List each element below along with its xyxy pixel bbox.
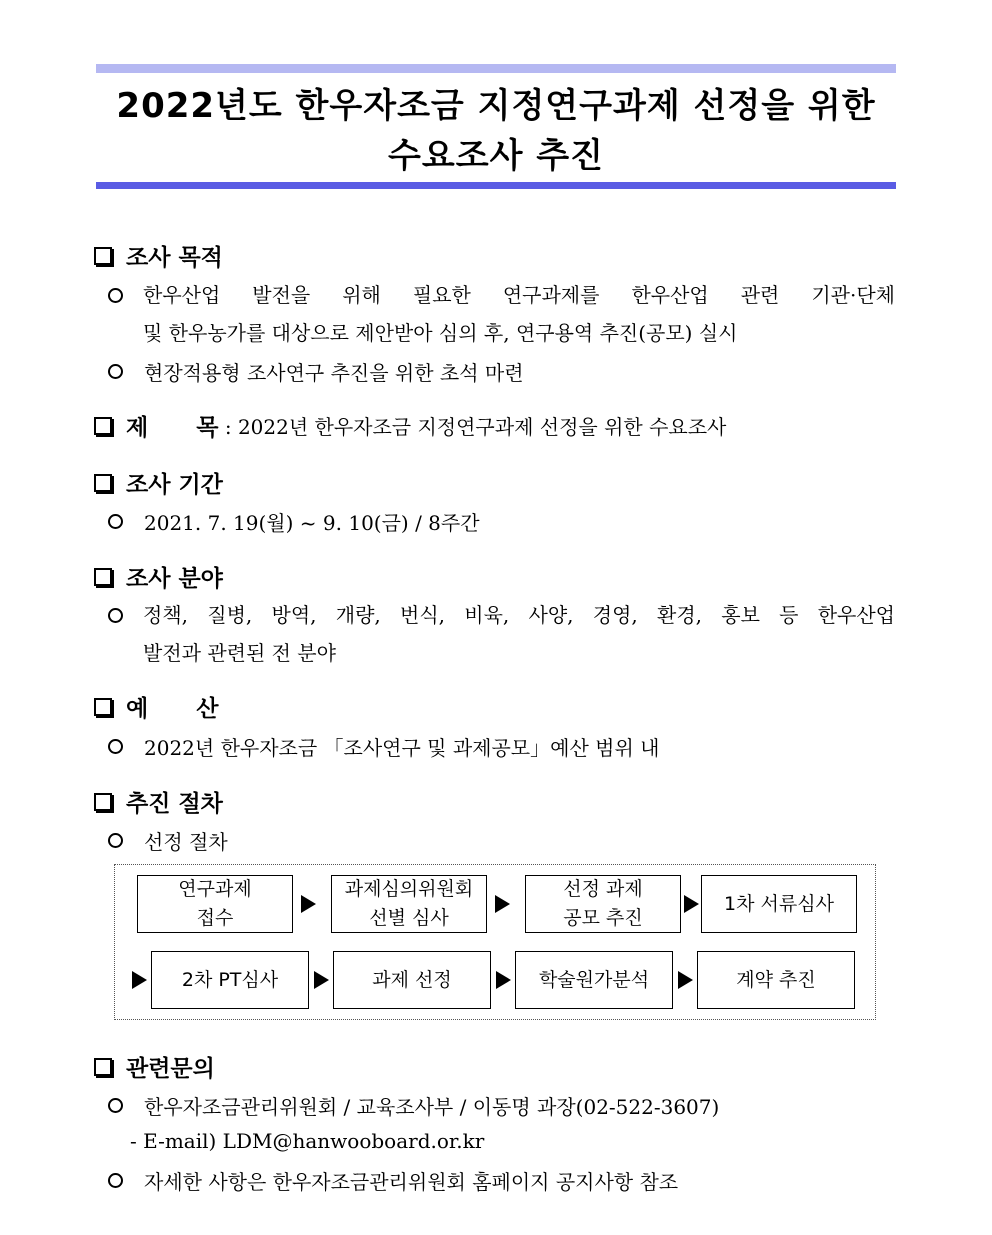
checkbox-square-icon	[94, 247, 112, 265]
field-bullet-line2: 발전과 관련된 전 분야	[143, 641, 336, 665]
section-heading-label: 제 목	[126, 414, 219, 441]
page-title-line1: 2022년도 한우자조금 지정연구과제 선정을 위한	[116, 86, 876, 126]
subject-value: : 2022년 한우자조금 지정연구과제 선정을 위한 수요조사	[218, 415, 727, 439]
arrow-right-icon	[678, 971, 693, 989]
circle-bullet-icon	[108, 833, 123, 848]
page-title-line2: 수요조사 추진	[388, 136, 604, 176]
contact-bullet-1	[108, 1091, 719, 1120]
flow-step-8: 계약 추진	[697, 951, 855, 1009]
checkbox-square-icon	[94, 474, 112, 492]
purpose-bullet-1	[108, 281, 144, 303]
purpose-bullet-1-line2: 및 한우농가를 대상으로 제안받아 심의 후, 연구용역 추진(공모) 실시	[143, 321, 738, 345]
circle-bullet-icon	[108, 288, 123, 303]
section-heading-label: 관련문의	[126, 1055, 215, 1082]
arrow-right-icon	[301, 895, 316, 913]
purpose-bullet-1-line1: 한우산업 발전을 위해 필요한 연구과제를 한우산업 관련 기관·단체	[143, 283, 895, 307]
flow-step-3: 선정 과제 공모 추진	[525, 875, 681, 933]
section-heading-label: 조사 기간	[126, 471, 223, 498]
section-heading-label: 추진 절차	[126, 790, 223, 817]
section-subject-heading	[94, 409, 726, 442]
flow-step-1: 연구과제 접수	[137, 875, 293, 933]
section-period-heading	[94, 466, 223, 499]
period-bullet	[108, 507, 480, 536]
purpose-bullet-2	[108, 357, 524, 386]
checkbox-square-icon	[94, 1058, 112, 1076]
budget-bullet	[108, 732, 659, 761]
contact-bullet-2	[108, 1166, 678, 1195]
checkbox-square-icon	[94, 417, 112, 435]
contact-bullet-2-text: 자세한 사항은 한우자조금관리위원회 홈페이지 공지사항 참조	[144, 1170, 679, 1194]
procedure-bullet-text: 선정 절차	[144, 830, 228, 854]
checkbox-square-icon	[94, 568, 112, 586]
arrow-right-icon	[496, 971, 511, 989]
field-bullet-line1: 정책, 질병, 방역, 개량, 번식, 비육, 사양, 경영, 환경, 홍보 등 한우산업	[143, 603, 895, 627]
checkbox-square-icon	[94, 698, 112, 716]
section-heading-label: 조사 분야	[126, 565, 223, 592]
flow-step-4: 1차 서류심사	[701, 875, 857, 933]
title-top-bar	[96, 64, 896, 73]
circle-bullet-icon	[108, 1173, 123, 1188]
procedure-bullet	[108, 826, 228, 855]
circle-bullet-icon	[108, 739, 123, 754]
purpose-bullet-2-text: 현장적용형 조사연구 추진을 위한 초석 마련	[144, 361, 524, 385]
section-procedure-heading	[94, 785, 223, 818]
circle-bullet-icon	[108, 364, 123, 379]
flow-step-5: 2차 PT심사	[151, 951, 309, 1009]
flow-step-2: 과제심의위원회 선별 심사	[331, 875, 487, 933]
arrow-right-icon	[495, 895, 510, 913]
section-field-heading	[94, 560, 223, 593]
section-heading-label: 조사 목적	[126, 244, 223, 271]
budget-bullet-text: 2022년 한우자조금 「조사연구 및 과제공모」예산 범위 내	[144, 736, 660, 760]
section-purpose-heading	[94, 239, 223, 272]
flow-step-6: 과제 선정	[333, 951, 491, 1009]
title-box	[96, 64, 896, 190]
circle-bullet-icon	[108, 514, 123, 529]
checkbox-square-icon	[94, 793, 112, 811]
arrow-right-icon	[314, 971, 329, 989]
section-contact-heading	[94, 1050, 215, 1083]
circle-bullet-icon	[108, 1098, 123, 1113]
section-budget-heading	[94, 690, 218, 723]
arrow-right-icon	[684, 895, 699, 913]
procedure-flow-diagram	[114, 864, 876, 1020]
period-bullet-text: 2021. 7. 19(월) ~ 9. 10(금) / 8주간	[144, 511, 480, 535]
field-bullet	[108, 601, 144, 623]
arrow-right-icon	[132, 971, 147, 989]
section-heading-label: 예 산	[126, 695, 219, 722]
contact-email: - E-mail) LDM@hanwooboard.or.kr	[130, 1129, 485, 1153]
flow-step-7: 학술원가분석	[515, 951, 673, 1009]
contact-bullet-1-text: 한우자조금관리위원회 / 교육조사부 / 이동명 과장(02-522-3607)	[144, 1095, 720, 1119]
circle-bullet-icon	[108, 608, 123, 623]
title-bottom-bar	[96, 182, 896, 189]
